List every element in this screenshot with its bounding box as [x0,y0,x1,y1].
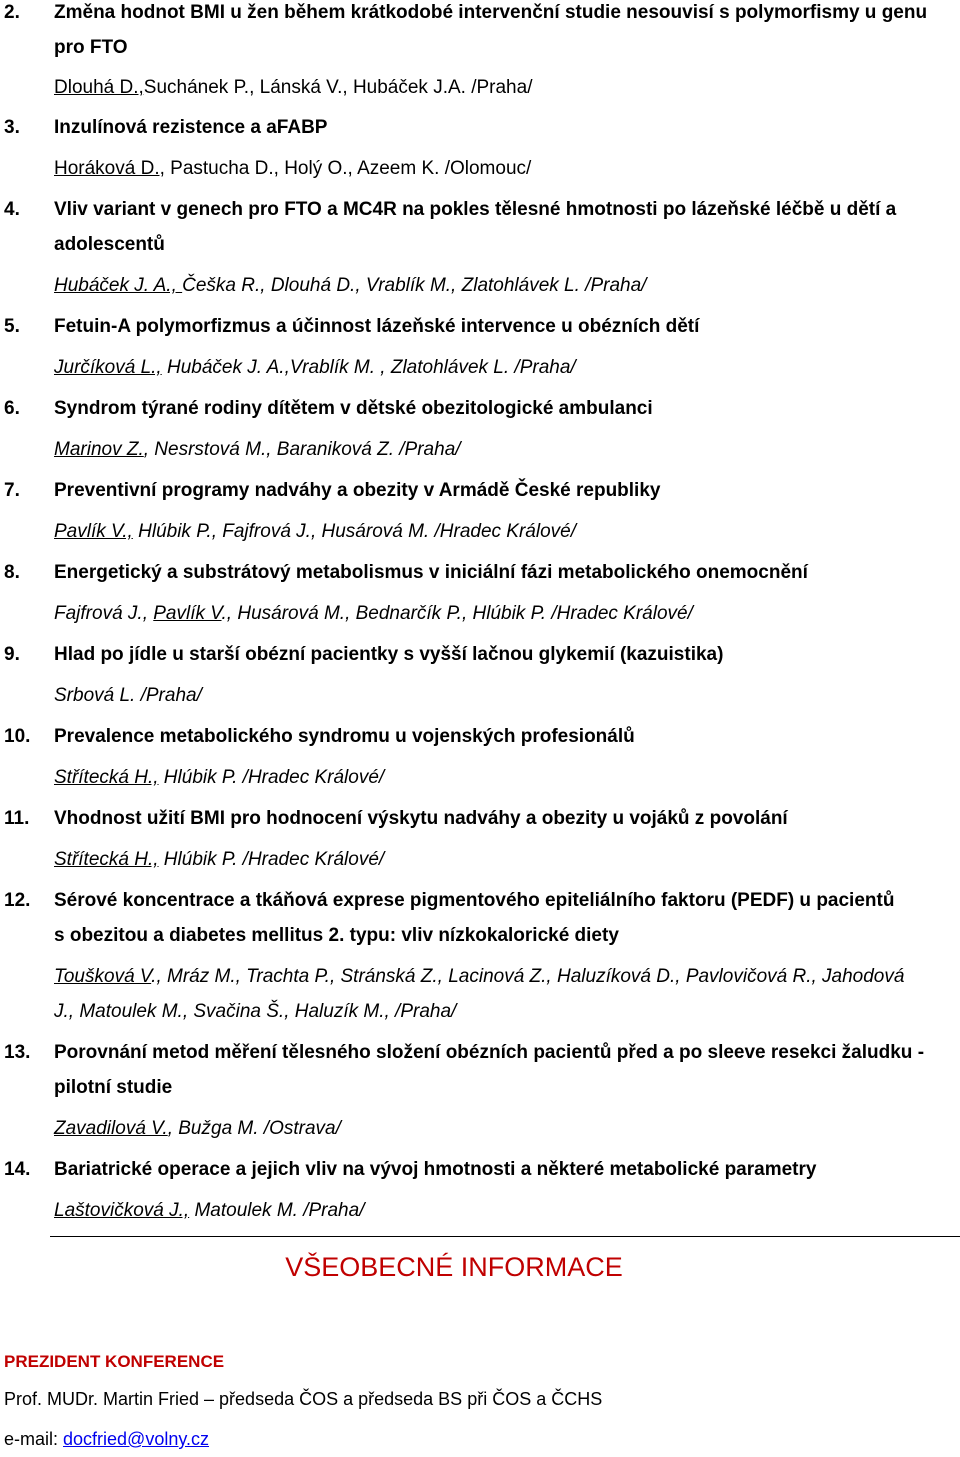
item-authors: Fajfrová J., Pavlík V., Husárová M., Bednarčík P., Hlúbik P. /Hradec Králové/ [54,603,693,624]
email-line [4,1429,209,1450]
first-author: Zavadilová V. [54,1118,168,1139]
item-title: Preventivní programy nadváhy a obezity v Armádě České republiky [54,480,661,501]
item-authors: Střítecká H., Hlúbik P. /Hradec Králové/ [54,849,385,870]
item-authors: Jurčíková L., Hubáček J. A.,Vrablík M. , Zlatohlávek L. /Praha/ [54,357,576,378]
first-author: Střítecká H., [54,849,159,870]
item-number: 2. [4,2,20,23]
first-author: Toušková V [54,966,152,987]
president-line: Prof. MUDr. Martin Fried – předseda ČOS a předseda BS při ČOS a ČCHS [4,1389,603,1409]
item-number: 8. [4,562,20,583]
item-title: Energetický a substrátový metabolismus v iniciální fázi metabolického onemocnění [54,562,808,583]
first-author: Střítecká H., [54,767,159,788]
first-author: Marinov Z. [54,439,144,460]
item-authors-cont: J., Matoulek M., Svačina Š., Haluzík M., /Praha/ [54,1001,457,1022]
section-divider [50,1236,960,1237]
item-title: Změna hodnot BMI u žen během krátkodobé intervenční studie nesouvisí s polymorfismy u genu [54,2,928,23]
item-number: 12. [4,890,31,911]
item-title: Prevalence metabolického syndromu u vojenských profesionálů [54,726,635,747]
item-title: Hlad po jídle u starší obézní pacientky s vyšší lačnou glykemií (kazuistika) [54,644,724,665]
email-link[interactable]: docfried@volny.cz [63,1429,210,1449]
first-author: Dlouhá D., [54,77,144,98]
item-title-cont: pilotní studie [54,1077,173,1098]
item-title: Bariatrické operace a jejich vliv na vývoj hmotnosti a některé metabolické parametry [54,1159,817,1180]
item-number: 4. [4,199,20,220]
item-authors: Střítecká H., Hlúbik P. /Hradec Králové/ [54,767,385,788]
first-author: Horáková D., [54,158,165,179]
item-number: 6. [4,398,20,419]
item-authors: Toušková V., Mráz M., Trachta P., Stránská Z., Lacinová Z., Haluzíková D., Pavlovičová R., Jahodová [54,966,905,987]
item-title: Inzulínová rezistence a aFABP [54,117,328,138]
item-authors: Laštovičková J., Matoulek M. /Praha/ [54,1200,365,1221]
item-title: Vliv variant v genech pro FTO a MC4R na pokles tělesné hmotnosti po lázeňské léčbě u dětí a [54,199,897,220]
item-title: Syndrom týrané rodiny dítětem v dětské obezitologické ambulanci [54,398,653,419]
email-label: e-mail: [4,1429,64,1449]
item-authors: Zavadilová V., Bužga M. /Ostrava/ [54,1118,341,1139]
item-authors: Marinov Z., Nesrstová M., Baraniková Z. /Praha/ [54,439,461,460]
item-authors: Pavlík V., Hlúbik P., Fajfrová J., Husárová M. /Hradec Králové/ [54,521,576,542]
item-title: Sérové koncentrace a tkáňová exprese pigmentového epiteliálního faktoru (PEDF) u pacientů [54,890,895,911]
item-title: Vhodnost užití BMI pro hodnocení výskytu nadváhy a obezity u vojáků z povolání [54,808,788,829]
first-author: Pavlík V [153,603,222,624]
item-authors: Hubáček J. A., Češka R., Dlouhá D., Vrablík M., Zlatohlávek L. /Praha/ [54,275,647,296]
item-title-cont: pro FTO [54,37,128,58]
item-authors: Srbová L. /Praha/ [54,685,202,706]
item-authors: Horáková D., Pastucha D., Holý O., Azeem K. /Olomouc/ [54,158,532,179]
item-number: 3. [4,117,20,138]
item-number: 5. [4,316,20,337]
item-title: Porovnání metod měření tělesného složení obézních pacientů před a po sleeve resekci žaludku - [54,1042,925,1063]
item-title: Fetuin-A polymorfizmus a účinnost lázeňské intervence u obézních dětí [54,316,700,337]
item-number: 7. [4,480,20,501]
item-number: 14. [4,1159,31,1180]
section-title: VŠEOBECNÉ INFORMACE [285,1252,623,1282]
first-author: Hubáček J. A., [54,275,183,296]
item-authors: Dlouhá D.,Suchánek P., Lánská V., Hubáček J.A. /Praha/ [54,77,533,98]
item-title-cont: s obezitou a diabetes mellitus 2. typu: vliv nízkokalorické diety [54,925,619,946]
first-author: Jurčíková L., [54,357,162,378]
item-number: 10. [4,726,31,747]
item-number: 13. [4,1042,31,1063]
item-number: 9. [4,644,20,665]
first-author: Pavlík V., [54,521,133,542]
item-number: 11. [4,808,30,829]
first-author: Laštovičková J., [54,1200,190,1221]
item-title-cont: adolescentů [54,234,165,255]
president-label: PREZIDENT KONFERENCE [4,1352,225,1371]
